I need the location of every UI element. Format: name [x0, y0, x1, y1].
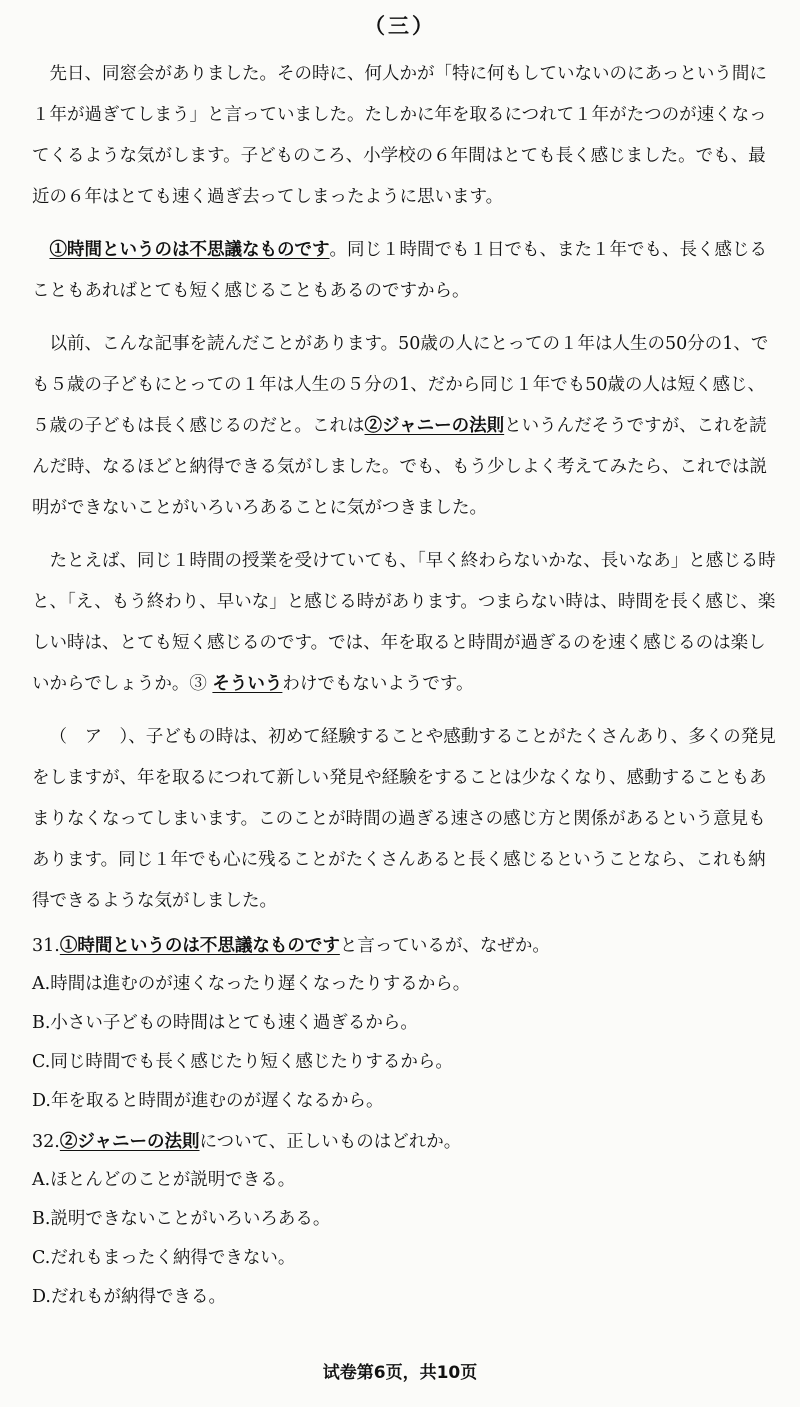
question-31-option-c: C.同じ時間でも長く感じたり短く感じたりするから。	[32, 1052, 453, 1072]
paragraph-3-text-after: というんだそうですが、これを読んだ時、なるほどと納得できる気がしました。でも、もう少しよく考えてみたら、これでは説明ができないことがいろいろあることに気がつきました。	[32, 416, 767, 518]
question-list	[32, 927, 780, 1317]
question-32-option-b: B.説明できないことがいろいろある。	[32, 1209, 331, 1229]
passage-paragraph-5: （ ア ）、子どもの時は、初めて経験することや感動することがたくさんあり、多くの発見をしますが、年を取るにつれて新しい発見や経験をすることは少なくなり、感動することもあまりなくなってしまいます。このことが時間の過ぎる速さの感じ方と関係があるという意見もあります。同じ１年でも心に残ることがたくさんあると長く感じるということなら、これも納得できるような気がしました。	[32, 727, 776, 911]
question-underlined-phrase: ②ジャニーの法則	[59, 1132, 200, 1152]
section-heading: （三）	[364, 13, 436, 38]
underlined-phrase-1: ①時間というのは不思議なものです	[49, 240, 330, 260]
question-number: 31.	[32, 936, 60, 956]
question-31-option-a: A.時間は進むのが速くなったり遅くなったりするから。	[32, 974, 471, 994]
underlined-phrase-2: ②ジャニーの法則	[364, 416, 505, 436]
passage-paragraph-2	[32, 230, 780, 312]
passage-paragraph-4	[32, 541, 780, 705]
paragraph-2-text: 。同じ１時間でも１日でも、また１年でも、長く感じることもあればとても短く感じることもあるのですから。	[32, 240, 767, 301]
question-32-option-d: D.だれもが納得できる。	[32, 1287, 226, 1307]
question-32-stem	[32, 1123, 780, 1161]
question-text: と言っているが、なぜか。	[339, 936, 550, 956]
question-31-option-d: D.年を取ると時間が進むのが遅くなるから。	[32, 1091, 384, 1111]
question-number: 32.	[32, 1132, 60, 1152]
passage-paragraph-3	[32, 324, 780, 529]
reading-passage	[32, 54, 780, 922]
question-32-option-c: C.だれもまったく納得できない。	[32, 1248, 296, 1268]
page-footer: 试卷第6页，共10页	[322, 1363, 478, 1383]
question-32-option-a: A.ほとんどのことが説明できる。	[32, 1170, 296, 1190]
question-underlined-phrase: ①時間というのは不思議なものです	[59, 936, 340, 956]
passage-paragraph-1: 先日、同窓会がありました。その時に、何人かが「特に何もしていないのにあっという間に１年が過ぎてしまう」と言っていました。たしかに年を取るにつれて１年がたつのが速くなってくるような気がします。子どものころ、小学校の６年間はとても長く感じました。でも、最近の６年はとても速く過ぎ去ってしまったように思います。	[32, 64, 767, 207]
question-31-option-b: B.小さい子どもの時間はとても速く過ぎるから。	[32, 1013, 418, 1033]
paragraph-4-text-before: たとえば、同じ１時間の授業を受けていても、「早く終わらないかな、長いなあ」と感じる時と、「え、もう終わり、早いな」と感じる時があります。つまらない時は、時間を長く感じ、楽しい時は、とても短く感じるのです。では、年を取ると時間が過ぎるのを速く感じるのは楽しいからでしょうか。③	[32, 551, 776, 694]
paragraph-4-text-after: わけでもないようです。	[282, 674, 474, 694]
question-text: について、正しいものはどれか。	[199, 1132, 462, 1152]
paragraph-3-text-before: 以前、こんな記事を読んだことがあります。50歳の人にとっての１年は人生の50分の1、でも５歳の子どもにとっての１年は人生の５分の1、だから同じ１年でも50歳の人は短く感じ、５歳の子どもは長く感じるのだと。これは	[32, 334, 769, 436]
underlined-phrase-3: そういう	[212, 674, 283, 694]
question-31-stem	[32, 927, 780, 965]
